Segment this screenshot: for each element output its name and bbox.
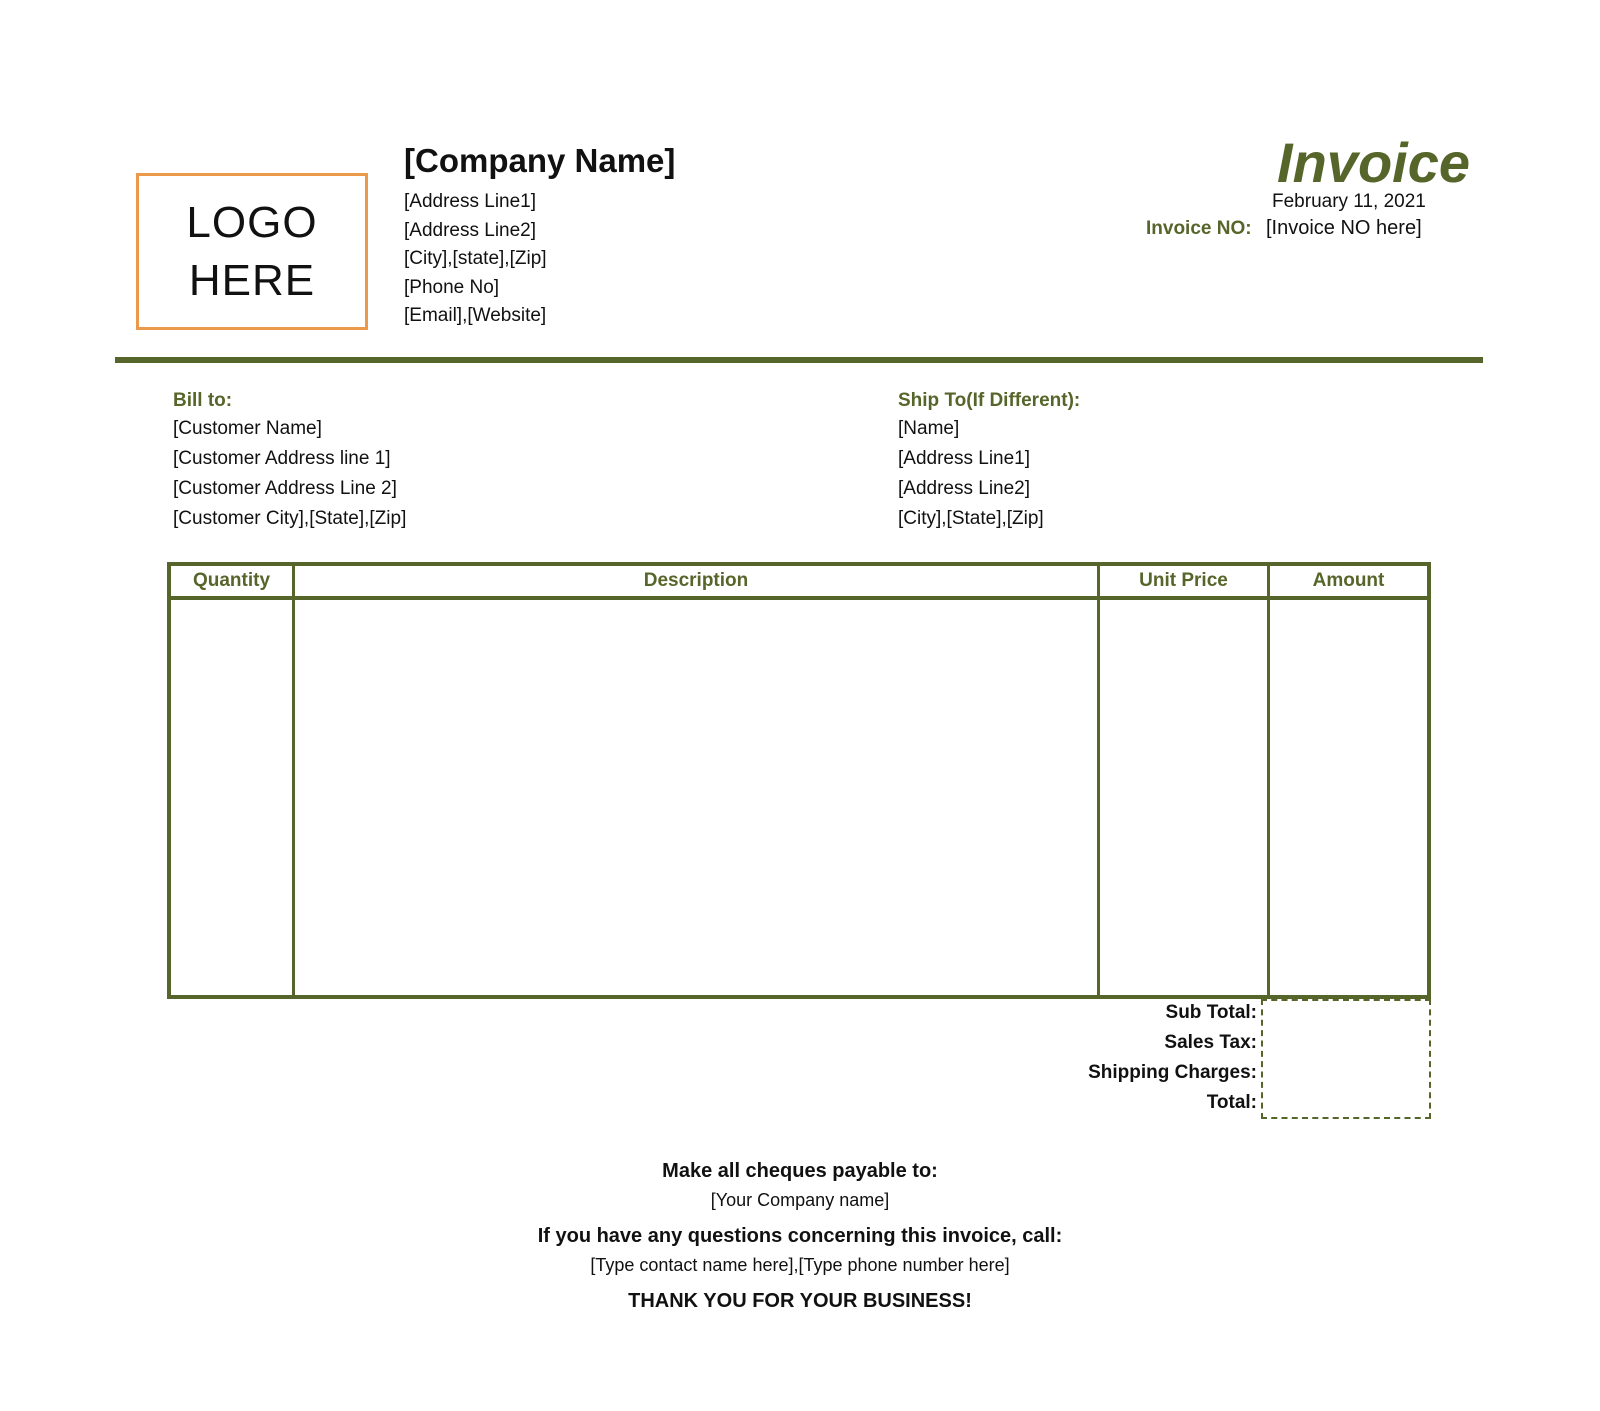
cheques-payable-value: [Your Company name] [710, 1190, 890, 1210]
column-header-description: Description [643, 570, 749, 591]
header-divider [115, 357, 1483, 363]
logo-placeholder [136, 173, 368, 330]
sales-tax-label: Sales Tax: [1164, 1032, 1257, 1053]
thank-you-message: THANK YOU FOR YOUR BUSINESS! [628, 1290, 972, 1312]
invoice-number-label: Invoice NO: [1146, 218, 1252, 239]
ship-to-name: [Name] [898, 418, 960, 439]
totals-values-box [1261, 999, 1431, 1119]
logo-text-line2: HERE [188, 255, 316, 305]
company-email-website: [Email],[Website] [404, 305, 547, 326]
company-address-block [404, 188, 547, 331]
company-city-state-zip: [City],[state],[Zip] [404, 248, 547, 269]
ship-to-address-line1: [Address Line1] [898, 448, 1031, 469]
bill-to-address-line2: [Customer Address Line 2] [173, 478, 397, 499]
bill-to-address [173, 414, 406, 534]
items-table [167, 562, 1431, 999]
bill-to-label: Bill to: [173, 390, 233, 411]
shipping-charges-label: Shipping Charges: [1088, 1062, 1257, 1083]
column-separator-description [1097, 566, 1100, 995]
bill-to-customer-name: [Customer Name] [173, 418, 322, 439]
column-header-unit-price: Unit Price [1139, 570, 1228, 591]
ship-to-city-state-zip: [City],[State],[Zip] [898, 508, 1044, 529]
invoice-date: February 11, 2021 [1272, 191, 1426, 212]
invoice-number-value: [Invoice NO here] [1266, 217, 1422, 239]
company-address-line2: [Address Line2] [404, 219, 537, 241]
total-label: Total: [1206, 1092, 1257, 1113]
ship-to-label: Ship To(If Different): [898, 390, 1081, 411]
column-separator-quantity [292, 566, 295, 995]
cheques-payable-label: Make all cheques payable to: [662, 1160, 938, 1182]
company-phone: [Phone No] [404, 276, 500, 298]
table-header-separator [171, 596, 1427, 600]
ship-to-address [898, 414, 1044, 534]
company-name: [Company Name] [404, 142, 676, 179]
ship-to-address-line2: [Address Line2] [898, 478, 1031, 499]
column-header-amount: Amount [1312, 570, 1385, 591]
bill-to-address-line1: [Customer Address line 1] [173, 448, 391, 469]
bill-to-city-state-zip: [Customer City],[State],[Zip] [173, 508, 407, 529]
subtotal-label: Sub Total: [1165, 1002, 1257, 1023]
totals-labels [1050, 998, 1257, 1118]
questions-contact: [Type contact name here],[Type phone number here] [590, 1255, 1010, 1275]
logo-text-line1: LOGO [186, 197, 318, 247]
column-header-quantity: Quantity [192, 570, 271, 591]
questions-label: If you have any questions concerning this invoice, call: [537, 1225, 1063, 1247]
column-separator-unit-price [1267, 566, 1270, 995]
invoice-title: Invoice [1277, 131, 1470, 194]
company-address-line1: [Address Line1] [404, 191, 537, 212]
